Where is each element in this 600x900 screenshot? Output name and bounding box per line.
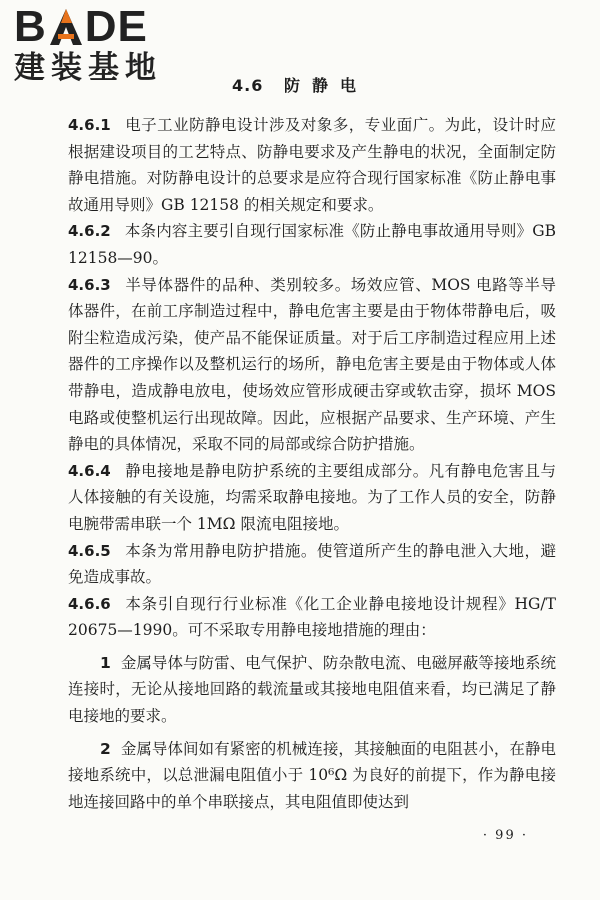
clause-number: 4.6.6 <box>68 594 111 613</box>
clause-4-6-5 <box>68 538 556 591</box>
clause-text: 本条内容主要引自现行国家标准《防止静电事故通用导则》GB 12158—90。 <box>68 222 556 267</box>
clause-number: 4.6.4 <box>68 461 111 480</box>
clause-4-6-1 <box>68 112 556 218</box>
section-number: 4.6 <box>232 76 264 95</box>
clause-number: 4.6.1 <box>68 116 111 134</box>
logo-letter-b: B <box>14 2 47 51</box>
clause-4-6-3 <box>68 272 556 458</box>
clause-text: 半导体器件的品种、类别较多。场效应管、MOS 电路等半导体器件，在前工序制造过程中，静电危害主要是由于物体带静电后，吸附尘粒造成污染，使产品不能保证质量。对于后工序制造过程应用上述器件的工序操作以及整机运行的场所，静电危害主要是由于物体或人体带静电，造成静电放电，使场效应管形成硬击穿或软击穿，损坏 MOS 电路或使整机运行出现故障。因此，应根据产品要求、生产环境、产生静电的具体情况，采取不同的局部或综合防护措施。 <box>68 275 556 454</box>
clause-4-6-4 <box>68 458 556 538</box>
item-text: 金属导体与防雷、电气保护、防杂散电流、电磁屏蔽等接地系统连接时，无论从接地回路的载流量或其接地电阻值来看，均已满足了静电接地的要求。 <box>68 653 556 726</box>
clause-text: 电子工业防静电设计涉及对象多，专业面广。为此，设计时应根据建设项目的工艺特点、防静电要求及产生静电的状况，全面制定防静电措施。对防静电设计的总要求是应符合现行国家标准《防止静电事故通用导则》GB 12158 的相关规定和要求。 <box>68 116 556 214</box>
logo-wordmark <box>14 4 194 50</box>
document-body <box>68 112 556 815</box>
section-title: 防静电 <box>283 76 368 95</box>
logo-a-icon <box>49 7 83 47</box>
item-number: 1 <box>100 653 111 672</box>
clause-number: 4.6.3 <box>68 275 111 294</box>
clause-4-6-2 <box>68 218 556 271</box>
page-number: · 99 · <box>482 828 528 843</box>
logo-subtitle: 建装基地 <box>14 50 162 86</box>
clause-text: 静电接地是静电防护系统的主要组成部分。凡有静电危害且与人体接触的有关设施，均需采取静电接地。为了工作人员的安全，防静电腕带需串联一个 1MΩ 限流电阻接地。 <box>68 461 556 533</box>
section-heading <box>0 73 600 96</box>
clause-number: 4.6.2 <box>68 222 111 241</box>
list-item-1 <box>68 650 556 730</box>
clause-text: 本条引自现行行业标准《化工企业静电接地设计规程》HG/T 20675—1990。可不采取专用静电接地措施的理由： <box>68 594 556 640</box>
item-text: 金属导体间如有紧密的机械连接，其接触面的电阻甚小，在静电接地系统中，以总泄漏电阻值小于 10⁶Ω 为良好的前提下，作为静电接地连接回路中的单个串联接点，其电阻值即使达到 <box>68 739 556 811</box>
logo-letters-de: DE <box>84 2 148 51</box>
clause-4-6-6 <box>68 591 556 644</box>
list-item-2 <box>68 736 556 816</box>
item-number: 2 <box>100 739 111 758</box>
clause-text: 本条为常用静电防护措施。使管道所产生的静电泄入大地，避免造成事故。 <box>68 541 556 587</box>
clause-number: 4.6.5 <box>68 541 111 560</box>
